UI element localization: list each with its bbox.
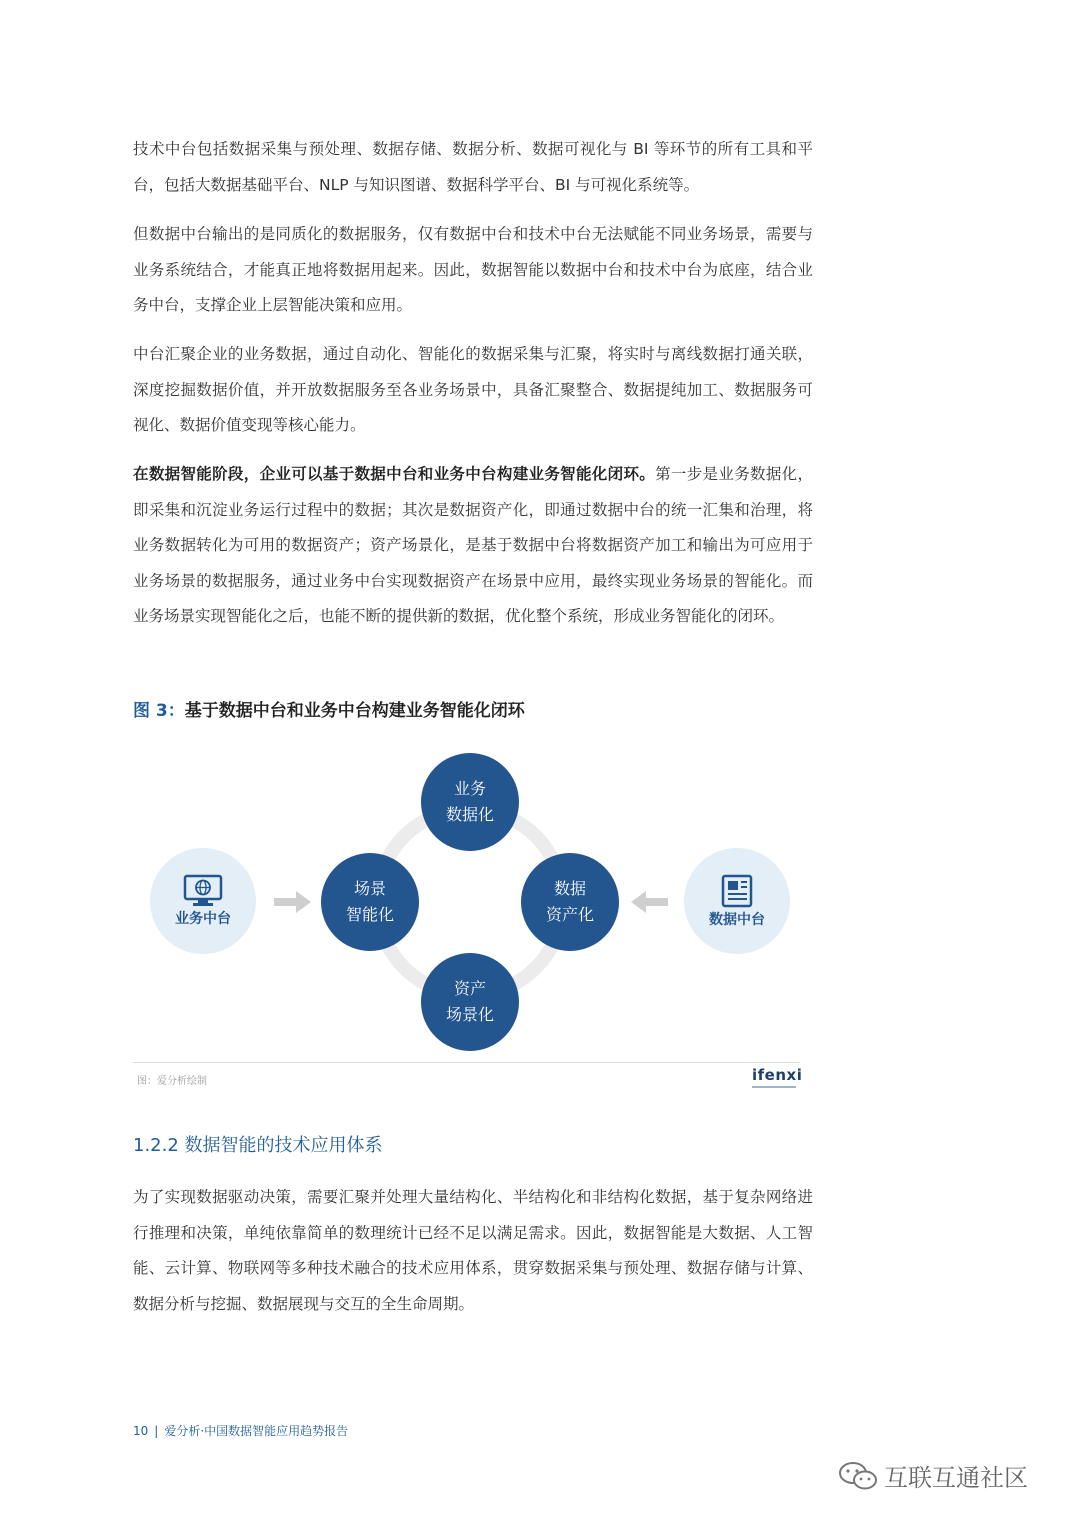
figure-number: 图 3：: [133, 701, 185, 721]
paragraph-5: 为了实现数据驱动决策，需要汇聚并处理大量结构化、半结构化和非结构化数据，基于复杂网络进行推理和决策，单纯依靠简单的数理统计已经不足以满足需求。因此，数据智能是大数据、人工智能、云计算、物联网等多种技术融合的技术应用体系，贯穿数据采集与预处理、数据存储与计算、数据分析与挖掘、数据展现与交互的全生命周期。: [133, 1188, 813, 1313]
figure-divider: [133, 1062, 800, 1063]
paragraph-2: 但数据中台输出的是同质化的数据服务，仅有数据中台和技术中台无法赋能不同业务场景，需要与业务系统结合，才能真正地将数据用起来。因此，数据智能以数据中台和技术中台为底座，结合业务中台，支撑企业上层智能决策和应用。: [133, 225, 813, 314]
business-datafication-node: [421, 753, 519, 851]
watermark: [838, 1458, 1028, 1493]
footer-divider: |: [154, 1424, 159, 1438]
paragraph-4: [133, 457, 813, 635]
watermark-text: 互联互通社区: [884, 1464, 1028, 1492]
arrow-left-icon: [630, 890, 668, 914]
business-datafication-line2: 数据化: [445, 805, 494, 824]
data-middle-platform-label: 数据中台: [709, 912, 765, 928]
scenario-intelligence-node: [321, 853, 419, 951]
arrow-right-icon: [274, 890, 312, 914]
report-title: 爱分析·中国数据智能应用趋势报告: [164, 1424, 349, 1438]
data-assetization-node: [521, 853, 619, 951]
business-middle-platform-label: 业务中台: [175, 911, 231, 927]
scenario-intelligence-line2: 智能化: [345, 905, 394, 924]
data-assetization-line1: 数据: [553, 879, 586, 898]
paragraph-1: 技术中台包括数据采集与预处理、数据存储、数据分析、数据可视化与 BI 等环节的所有工具和平台，包括大数据基础平台、NLP 与知识图谱、数据科学平台、BI 与可视化系统等。: [133, 140, 813, 194]
paragraph-4-rest: 第一步是业务数据化，即采集和沉淀业务运行过程中的数据；其次是数据资产化，即通过数据中台的统一汇集和治理，将业务数据转化为可用的数据资产；资产场景化，是基于数据中台将数据资产加工和输出为可应用于业务场景的数据服务，通过业务中台实现数据资产在场景中应用，最终实现业务场景的智能化。而业务场景实现智能化之后，也能不断的提供新的数据，优化整个系统，形成业务智能化的闭环。: [133, 465, 813, 625]
paragraph-3: 中台汇聚企业的业务数据，通过自动化、智能化的数据采集与汇聚，将实时与离线数据打通关联，深度挖掘数据价值，并开放数据服务至各业务场景中，具备汇聚整合、数据提纯加工、数据服务可视化、数据价值变现等核心能力。: [133, 345, 813, 434]
closed-loop-diagram: [133, 740, 803, 1060]
document-icon: [719, 873, 755, 909]
page-number: 10: [133, 1424, 149, 1438]
section-heading: 1.2.2 数据智能的技术应用体系: [133, 1135, 383, 1156]
figure-title: [133, 696, 525, 721]
paragraph-4-bold: 在数据智能阶段，企业可以基于数据中台和业务中台构建业务智能化闭环。: [133, 465, 656, 483]
figure-title-text: 基于数据中台和业务中台构建业务智能化闭环: [184, 701, 525, 721]
asset-scenarioization-line1: 资产: [453, 979, 486, 998]
business-middle-platform-node: [150, 848, 256, 954]
data-middle-platform-node: [684, 848, 790, 954]
page-footer: [133, 1422, 348, 1439]
ifenxi-logo-underline: [752, 1086, 796, 1088]
monitor-globe-icon: [182, 874, 224, 908]
wechat-icon: [838, 1460, 878, 1492]
business-datafication-line1: 业务: [453, 779, 486, 798]
asset-scenarioization-line2: 场景化: [445, 1005, 494, 1024]
data-assetization-line2: 资产化: [545, 905, 594, 924]
asset-scenarioization-node: [421, 953, 519, 1051]
scenario-intelligence-line1: 场景: [353, 879, 386, 898]
ifenxi-logo: ifenxi: [752, 1066, 803, 1084]
figure-source: 图：爱分析绘制: [137, 1076, 207, 1087]
